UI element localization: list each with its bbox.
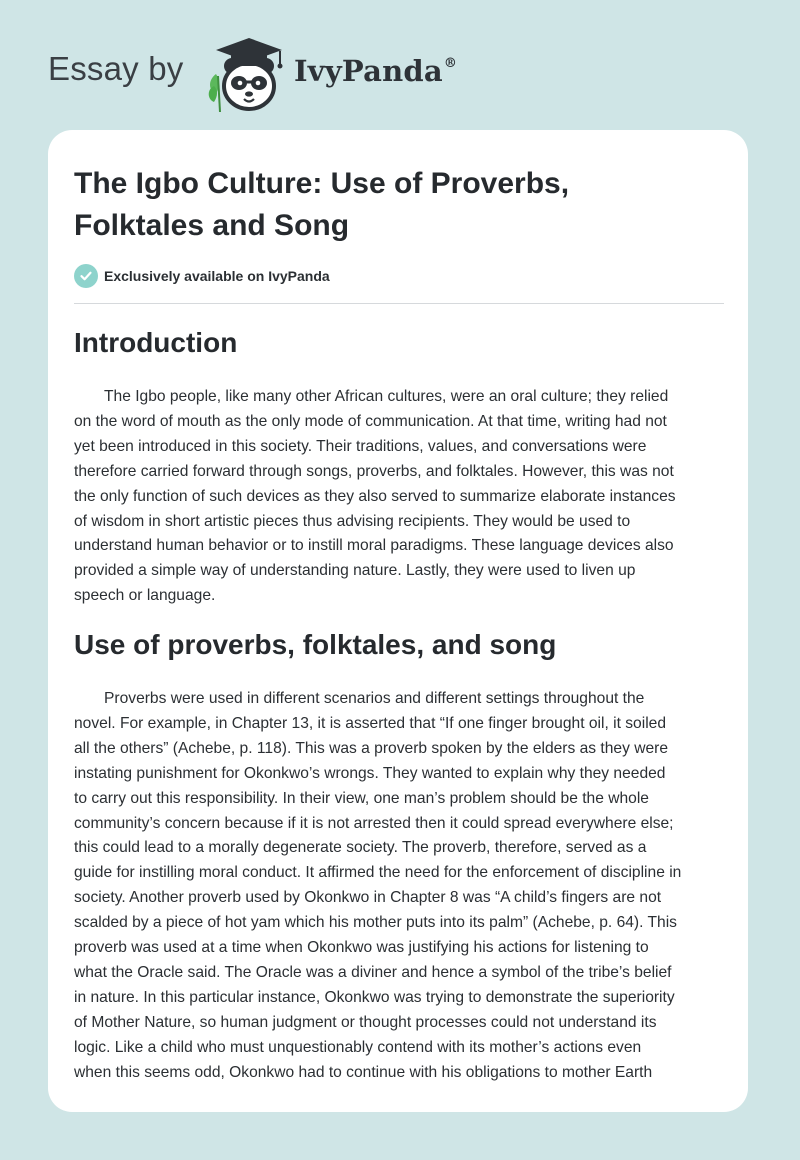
paragraph-introduction xyxy=(74,385,726,609)
article-title-line: Folktales and Song xyxy=(74,209,350,242)
paragraph-line: instating punishment for Okonkwo’s wrongs. They wanted to explain why they needed xyxy=(74,764,666,782)
check-icon xyxy=(74,264,98,288)
paragraph-line: The Igbo people, like many other African cultures, were an oral culture; they relied xyxy=(104,388,669,405)
article-title xyxy=(74,163,714,247)
paragraph-use-of-proverbs xyxy=(74,687,726,1086)
paragraph-line: guide for instilling moral conduct. It affirmed the need for the enforcement of discipline in xyxy=(74,864,682,882)
paragraph-line: therefore carried forward through songs, proverbs, and folktales. However, this was not xyxy=(74,462,674,480)
site-header xyxy=(48,28,752,118)
paragraph-line: understand human behavior or to instill moral paradigms. These language devices also xyxy=(74,537,674,555)
registered-mark: ® xyxy=(443,56,458,71)
paragraph-line: proverb was used at a time when Okonkwo was justifying his actions for listening to xyxy=(74,939,649,957)
paragraph-line: speech or language. xyxy=(74,587,216,605)
paragraph-line: when this seems odd, Okonkwo had to continue with his obligations to mother Earth xyxy=(74,1063,653,1081)
paragraph-line: novel. For example, in Chapter 13, it is asserted that “If one finger brought oil, it soiled xyxy=(74,714,667,732)
brand-name[interactable] xyxy=(294,54,457,88)
paragraph-line: community’s concern because if it is not arrested then it could spread everywhere else; xyxy=(74,814,674,832)
paragraph-line: of Mother Nature, so human judgment or thought processes could not understand its xyxy=(74,1013,657,1031)
paragraph-line: the only function of such devices as they also served to summarize elaborate instances xyxy=(74,487,676,505)
paragraph-line: Proverbs were used in different scenarios and different settings throughout the xyxy=(104,690,645,707)
section-heading-introduction: Introduction xyxy=(74,327,238,358)
paragraph-line: on the word of mouth as the only mode of communication. At that time, writing had not xyxy=(74,412,667,430)
divider xyxy=(74,303,724,304)
article-card xyxy=(48,130,748,1112)
essay-by-label: Essay by xyxy=(48,50,184,87)
brand-text: IvyPanda xyxy=(294,54,443,88)
paragraph-line: provided a simple way of understanding nature. Lastly, they were used to liven up xyxy=(74,562,636,580)
paragraph-line: of wisdom in short artistic pieces thus advising recipients. They would be used to xyxy=(74,512,631,530)
panda-logo-icon[interactable] xyxy=(202,34,288,114)
paragraph-line: society. Another proverb used by Okonkwo in Chapter 8 was “A child’s fingers are not xyxy=(74,889,662,907)
section-heading-use-of-proverbs: Use of proverbs, folktales, and song xyxy=(74,629,557,660)
paragraph-line: all the others” (Achebe, p. 118). This was a proverb spoken by the elders as they were xyxy=(74,739,669,757)
paragraph-line: what the Oracle said. The Oracle was a diviner and hence a symbol of the tribe’s belief xyxy=(74,963,672,981)
paragraph-line: to carry out this responsibility. In their view, one man’s problem should be the whole xyxy=(74,789,649,807)
exclusive-badge-text: Exclusively available on IvyPanda xyxy=(104,268,330,284)
paragraph-line: logic. Like a child who must unquestionably contend with its mother’s actions even xyxy=(74,1038,642,1056)
paragraph-line: scalded by a piece of hot yam which his mother puts into its palm” (Achebe, p. 64). This xyxy=(74,914,677,932)
exclusive-badge xyxy=(74,263,330,289)
paragraph-line: yet been introduced in this society. Their traditions, values, and conversations were xyxy=(74,437,647,455)
article-title-line: The Igbo Culture: Use of Proverbs, xyxy=(74,167,570,200)
paragraph-line: in nature. In this particular instance, Okonkwo was trying to demonstrate the superiority xyxy=(74,988,675,1006)
paragraph-line: this could lead to a morally degenerate society. The proverb, therefore, served as a xyxy=(74,839,647,857)
